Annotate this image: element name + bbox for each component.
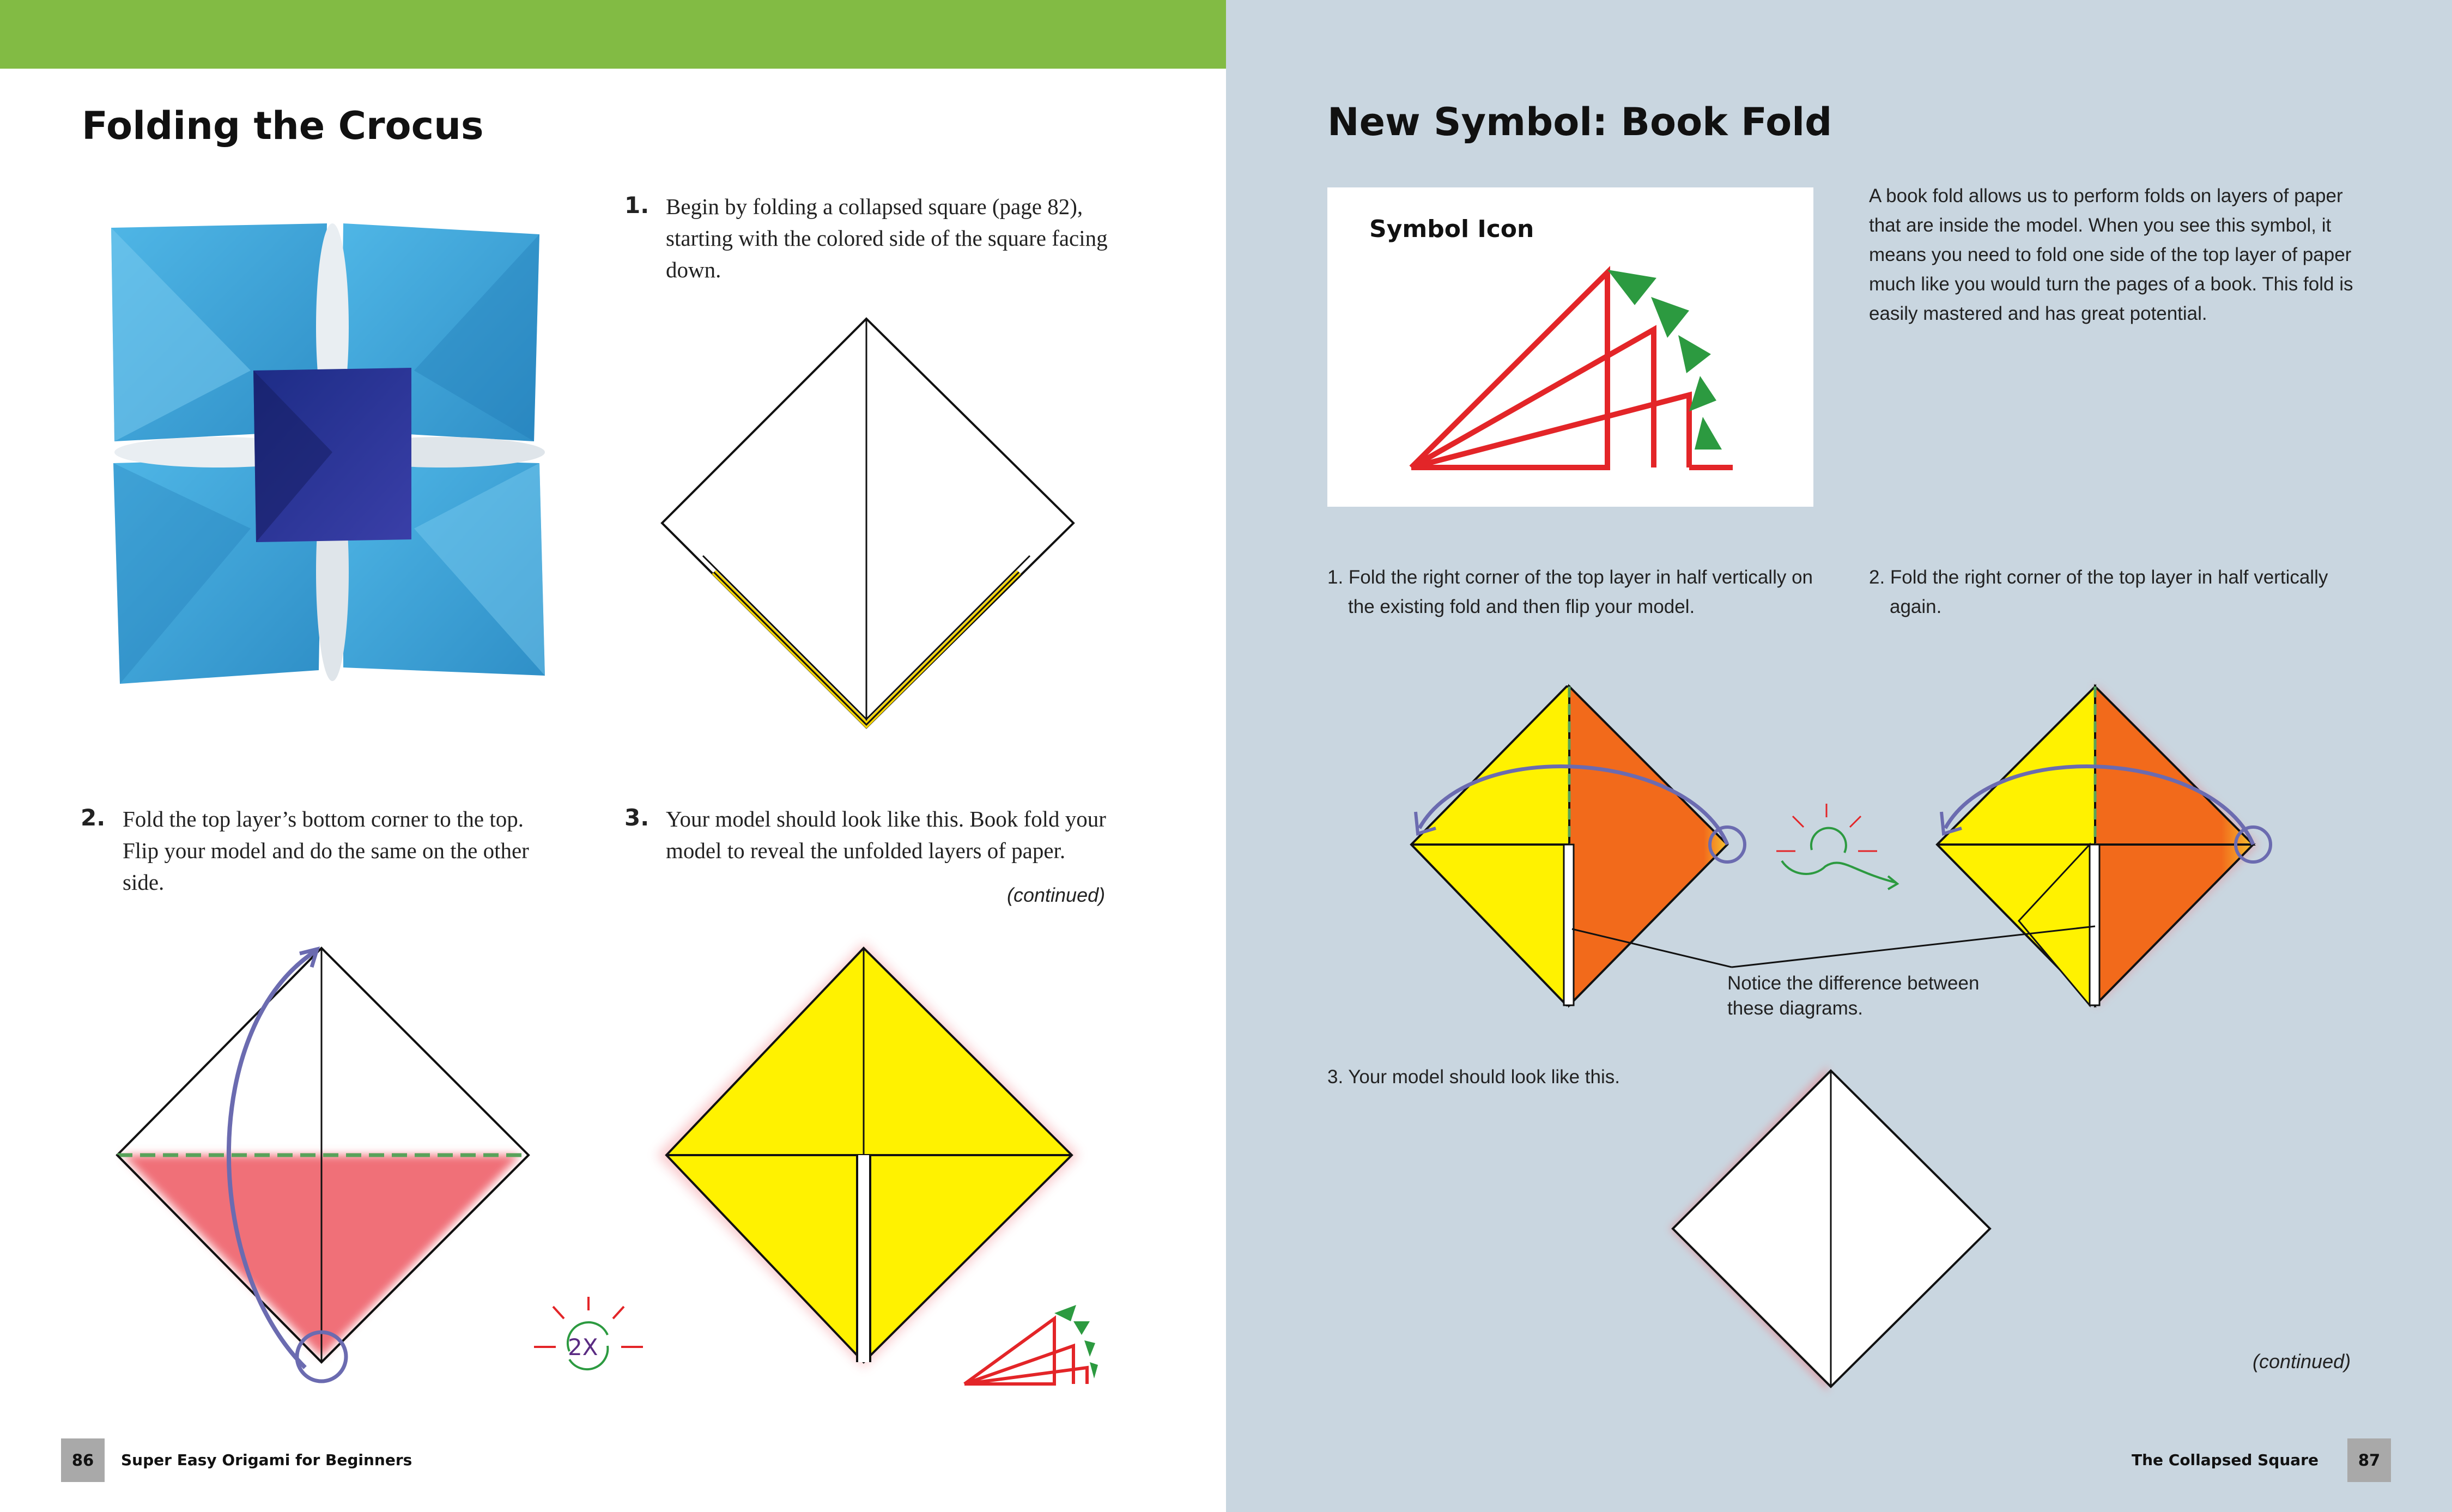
right-step-3-text: 3. Your model should look like this. bbox=[1327, 1066, 1620, 1088]
step-1-text: Begin by folding a collapsed square (page 82), starting with the colored side of the square facing down. bbox=[666, 194, 1108, 282]
footer-book-title: Super Easy Origami for Beginners bbox=[121, 1451, 412, 1469]
step-3-number: 3. bbox=[624, 804, 650, 831]
page-number-right: 87 bbox=[2347, 1438, 2391, 1482]
step-2-number: 2. bbox=[81, 804, 106, 831]
diagram-right-step-3 bbox=[1665, 1065, 1997, 1398]
continued-left: (continued) bbox=[1007, 884, 1106, 906]
right-step-2-text: 2. Fold the right corner of the top layer in half vertically again. bbox=[1869, 567, 2328, 617]
page-title-right: New Symbol: Book Fold bbox=[1327, 100, 1832, 144]
continued-right: (continued) bbox=[2253, 1350, 2351, 1373]
footer-chapter-title: The Collapsed Square bbox=[2132, 1451, 2319, 1469]
step-1-number: 1. bbox=[624, 192, 650, 218]
intro-paragraph: A book fold allows us to perform folds on layers of paper that are inside the model. When you see this symbol, it means you need to fold one side of the top layer of paper much like you would turn the pages of a book. This fold is easily mastered and has great potential. bbox=[1869, 185, 2353, 324]
right-step-1-text: 1. Fold the right corner of the top layer in half vertically on the existing fold and then flip your model. bbox=[1327, 567, 1813, 617]
page-number-left: 86 bbox=[61, 1438, 105, 1482]
symbol-icon-label: Symbol Icon bbox=[1369, 215, 1534, 243]
step-2-text: Fold the top layer’s bottom corner to the top. Flip your model and do the same on the other side. bbox=[123, 806, 529, 895]
repeat-badge-text: 2X bbox=[568, 1334, 598, 1361]
step-3-text: Your model should look like this. Book fold your model to reveal the unfolded layers of paper. bbox=[666, 806, 1106, 863]
page-title-left: Folding the Crocus bbox=[82, 104, 484, 148]
callout-text: Notice the difference between these diagrams. bbox=[1727, 973, 1980, 1019]
